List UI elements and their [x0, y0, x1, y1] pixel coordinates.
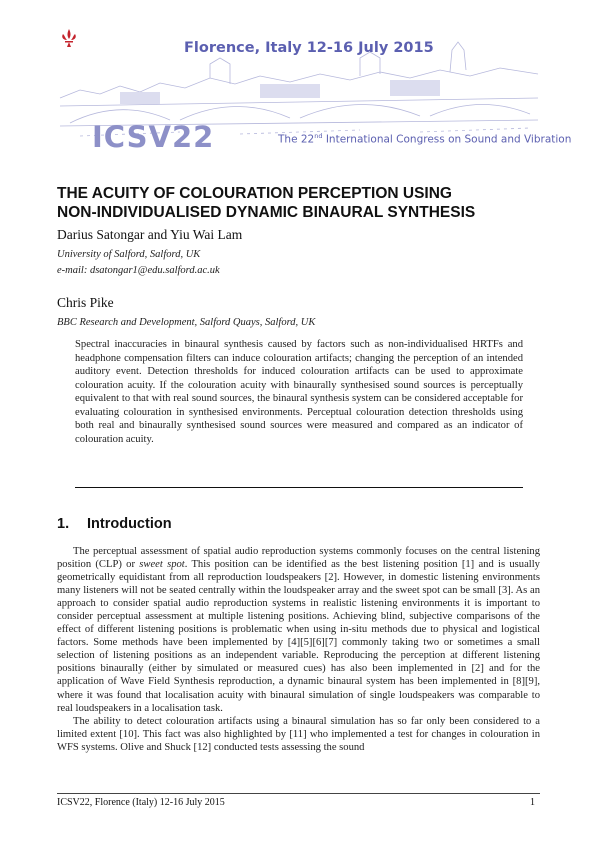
section-number: 1.	[57, 516, 70, 532]
paper-title	[57, 184, 547, 222]
event-location-dates: Florence, Italy 12-16 July 2015	[184, 40, 434, 56]
abstract: Spectral inaccuracies in binaural synthesis caused by factors such as non-individualised HRTFs and headphone compensation filters can induce colouration artifacts; changing the perception of an intended auditory event. Detection thresholds for induced colouration artifacts can be used to approximate colouration acuity. If the colouration acuity with binaurally synthesised sound sources is perceptually equivalent to that with real sound sources, the binaural synthesis system can be considered acceptable for evaluating colouration in synthesised environments. Perceptual colouration detection thresholds using both real and binaurally synthesised sound sources were measured and compared as an indicator of colouration acuity.	[75, 339, 523, 445]
affiliation-primary: University of Salford, Salford, UK	[57, 249, 201, 260]
paragraph: The ability to detect colouration artifacts using a binaural simulation has so far only been considered to a limited extent [10]. This fact was also highlighted by [11] who implemented a test for changes in colouration in WFS systems. Olive and Shuck [12] conducted tests assessing the sound	[57, 715, 540, 753]
conference-banner	[60, 28, 572, 158]
florence-lily-icon	[60, 28, 78, 48]
abstract-divider	[75, 487, 523, 488]
section-title: Introduction	[87, 516, 172, 532]
authors-primary: Darius Satongar and Yiu Wai Lam	[57, 227, 243, 242]
affiliation-secondary: BBC Research and Development, Salford Quays, Salford, UK	[57, 317, 316, 328]
title-line: NON-INDIVIDUALISED DYNAMIC BINAURAL SYNTHESIS	[57, 204, 476, 221]
congress-name: The 22nd International Congress on Sound and Vibration	[278, 132, 572, 146]
paragraph: The perceptual assessment of spatial audio reproduction systems commonly focuses on the central listening position (CLP) or sweet spot. This position can be identified as the best listening position [1] and is usually geometrically equidistant from all reproduction loudspeakers [2]. However, in domestic listening environments many listeners will not be seated centrally within the loudspeaker array and the sweet spot can be small [3]. As an approach to consider spatial audio reproduction systems in realistic listening environments it is important to consider perceptual assessment at multiple listening positions. Achieving blind, subjective comparisons of the effect of different listening positions is problematic when using in-situ methods due to physical and logistical factors. Some methods have been implemented by [4][5][6][7] commonly taking two or sometimes a small selection of listening positions as an independent variable. Reproducing the perception at different listening positions binaurally (either by simulated or measured cues) has also been implemented in [2] and for the application of Wave Field Synthesis reproduction, a dynamic binaural system has been implemented in [8][9], where it was found that localisation acuity with binaural simulation of single loudspeakers was comparable to real loudspeakers in a localisation task.	[57, 546, 540, 714]
authors-secondary: Chris Pike	[57, 295, 114, 310]
author-email: e-mail: dsatongar1@edu.salford.ac.uk	[57, 265, 220, 276]
section-body	[57, 545, 540, 754]
page-number: 1	[530, 797, 535, 808]
title-line: THE ACUITY OF COLOURATION PERCEPTION USING	[57, 185, 452, 202]
section-heading	[57, 516, 172, 532]
icsv22-logo: ICSV22	[92, 120, 215, 154]
footer-divider	[57, 793, 540, 794]
footer-conference: ICSV22, Florence (Italy) 12-16 July 2015	[57, 797, 225, 808]
